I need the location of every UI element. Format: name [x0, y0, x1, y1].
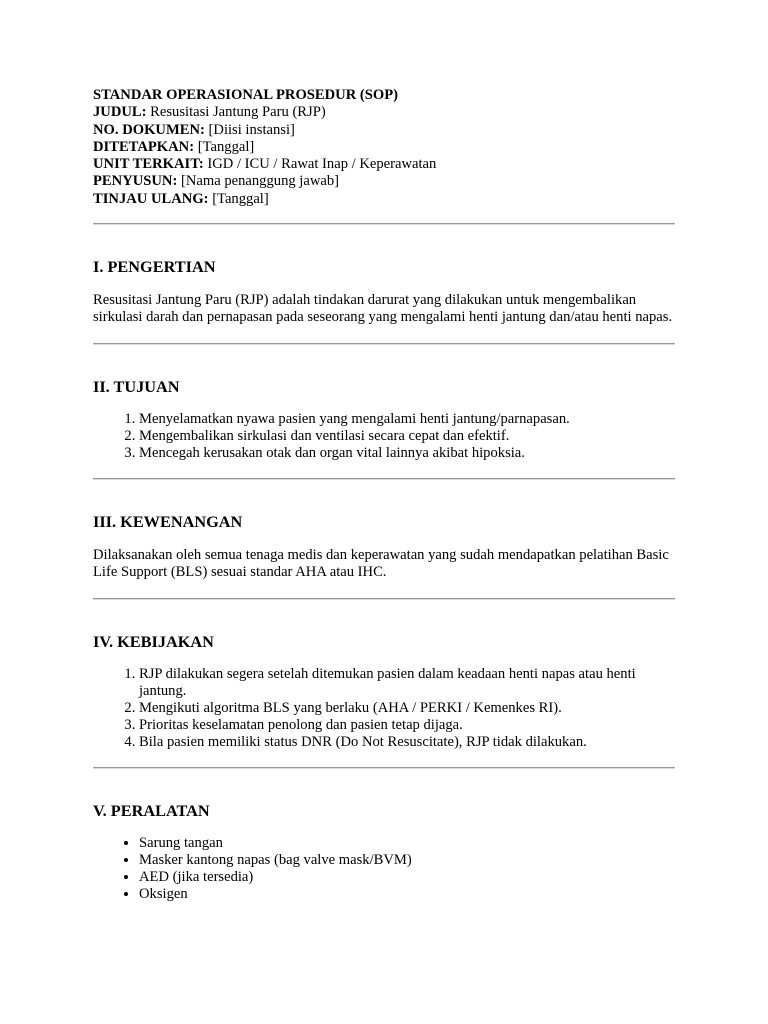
section-kebijakan: [93, 632, 675, 751]
field-tinjau-ulang: [93, 191, 675, 208]
list-item: 4. Bila pasien memiliki status DNR (Do Not Resuscitate), RJP tidak dilakukan.: [139, 734, 675, 751]
section-kewenangan: [93, 512, 675, 582]
section-heading: II. TUJUAN: [93, 376, 180, 396]
section-peralatan: [93, 801, 675, 903]
sop-header: [93, 87, 675, 208]
list-item: • Masker kantong napas (bag valve mask/BVM): [139, 852, 675, 869]
section-paragraph: Dilaksanakan oleh semua tenaga medis dan keperawatan yang sudah mendapatkan pelatihan Basic Life Support (BLS) sesuai standar AHA atau IHC.: [93, 546, 669, 581]
numbered-list: [93, 411, 675, 462]
section-divider: [93, 767, 675, 769]
field-value: [Diisi instansi]: [204, 121, 295, 138]
document-title: STANDAR OPERASIONAL PROSEDUR (SOP): [93, 87, 399, 103]
field-label: PENYUSUN:: [93, 173, 178, 190]
section-divider: [93, 478, 675, 480]
field-ditetapkan: [93, 139, 675, 156]
section-heading: III. KEWENANGAN: [93, 511, 243, 531]
list-item: • Oksigen: [139, 886, 675, 903]
list-item: • Sarung tangan: [139, 835, 675, 852]
field-label: DITETAPKAN:: [93, 138, 195, 155]
field-label: NO. DOKUMEN:: [93, 121, 205, 138]
section-divider: [93, 223, 675, 225]
field-value: [Nama penanggung jawab]: [177, 173, 340, 190]
section-paragraph: Resusitasi Jantung Paru (RJP) adalah tindakan darurat yang dilakukan untuk mengembalikan sirkulasi darah dan pernapasan pada seseorang yang mengalami henti jantung dan/atau henti napas.: [93, 292, 673, 326]
section-heading: IV. KEBIJAKAN: [93, 631, 214, 651]
section-divider: [93, 598, 675, 600]
section-heading: V. PERALATAN: [93, 801, 210, 821]
numbered-list: [93, 666, 675, 751]
field-label: UNIT TERKAIT:: [93, 156, 204, 173]
field-value: [Tanggal]: [194, 138, 255, 155]
list-item: 1. RJP dilakukan segera setelah ditemukan pasien dalam keadaan henti napas atau henti jantung.: [139, 666, 675, 700]
field-value: IGD / ICU / Rawat Inap / Keperawatan: [203, 156, 437, 173]
bullet-list: [93, 835, 675, 903]
field-label: TINJAU ULANG:: [93, 190, 209, 207]
list-item: 2. Mengembalikan sirkulasi dan ventilasi secara cepat dan efektif.: [139, 428, 675, 445]
list-item: • AED (jika tersedia): [139, 869, 675, 886]
field-value: [Tanggal]: [208, 190, 269, 207]
field-no-dokumen: [93, 122, 675, 139]
list-item: 3. Prioritas keselamatan penolong dan pasien tetap dijaga.: [139, 717, 675, 734]
field-label: JUDUL:: [93, 104, 147, 121]
section-heading: I. PENGERTIAN: [93, 257, 216, 277]
field-unit-terkait: [93, 156, 675, 173]
field-judul: [93, 104, 675, 121]
field-value: Resusitasi Jantung Paru (RJP): [146, 104, 326, 121]
section-pengertian: [93, 257, 675, 327]
list-item: 2. Mengikuti algoritma BLS yang berlaku (AHA / PERKI / Kemenkes RI).: [139, 700, 675, 717]
field-penyusun: [93, 173, 675, 190]
section-divider: [93, 343, 675, 345]
list-item: 1. Menyelamatkan nyawa pasien yang mengalami henti jantung/parnapasan.: [139, 411, 675, 428]
list-item: 3. Mencegah kerusakan otak dan organ vital lainnya akibat hipoksia.: [139, 445, 675, 462]
section-tujuan: [93, 377, 675, 462]
